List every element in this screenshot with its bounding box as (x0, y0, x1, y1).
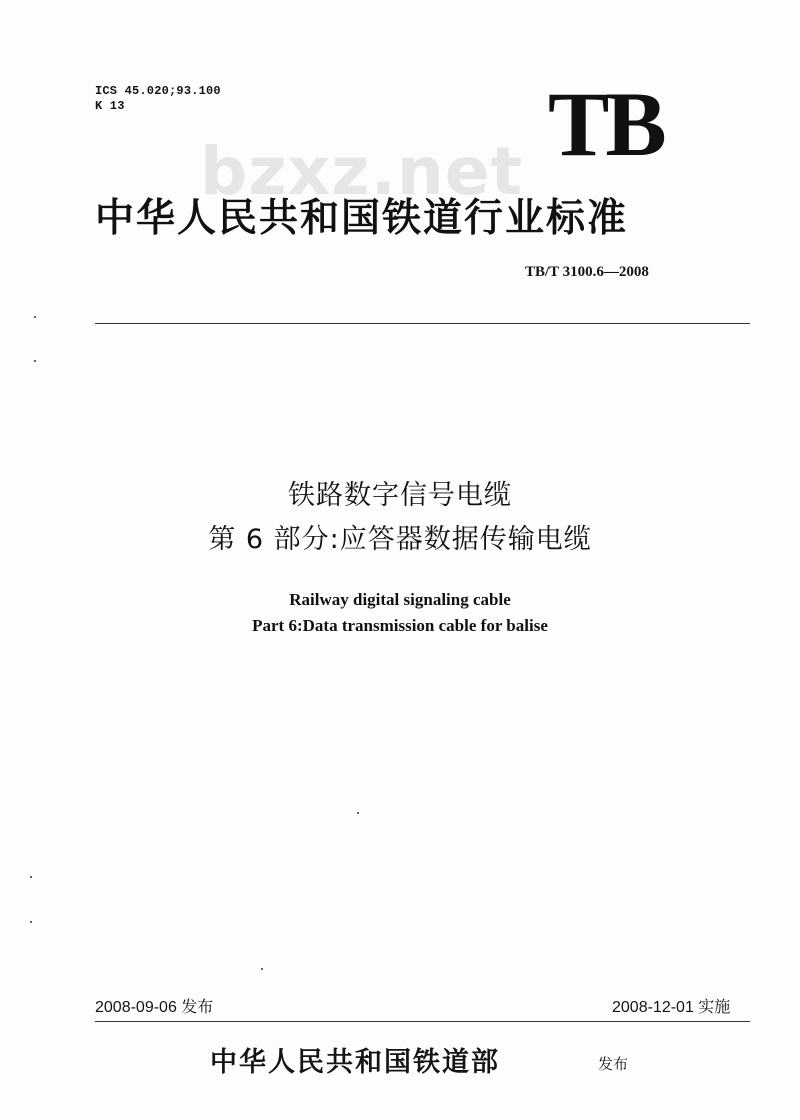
scan-speck (30, 876, 32, 878)
standard-code: TB/T 3100.6—2008 (525, 264, 649, 280)
publish-date: 2008-09-06 发布 (95, 999, 214, 1016)
top-divider (95, 323, 750, 324)
ics-code: ICS 45.020;93.100 (95, 84, 221, 98)
standard-title: 中华人民共和国铁道行业标准 (95, 195, 629, 241)
classification-codes (95, 84, 221, 114)
watermark: bzxz.net (200, 133, 524, 210)
title-en-line1: Railway digital signaling cable (289, 590, 511, 609)
scan-speck (34, 316, 36, 318)
issuer-name: 中华人民共和国铁道部 (210, 1047, 500, 1078)
implement-date: 2008-12-01 实施 (612, 999, 731, 1016)
bottom-divider (95, 1021, 750, 1022)
issuer-suffix: 发布 (598, 1055, 629, 1073)
ccs-code: K 13 (95, 99, 125, 113)
scan-speck (30, 921, 32, 923)
title-cn-line1: 铁路数字信号电缆 (288, 480, 512, 511)
scan-speck (357, 812, 359, 814)
title-en-line2: Part 6:Data transmission cable for balise (252, 616, 548, 635)
tb-logo: TB (548, 73, 663, 175)
scan-speck (34, 360, 36, 362)
scan-speck (261, 968, 263, 970)
title-cn-line2: 第 6 部分:应答器数据传输电缆 (208, 524, 592, 555)
